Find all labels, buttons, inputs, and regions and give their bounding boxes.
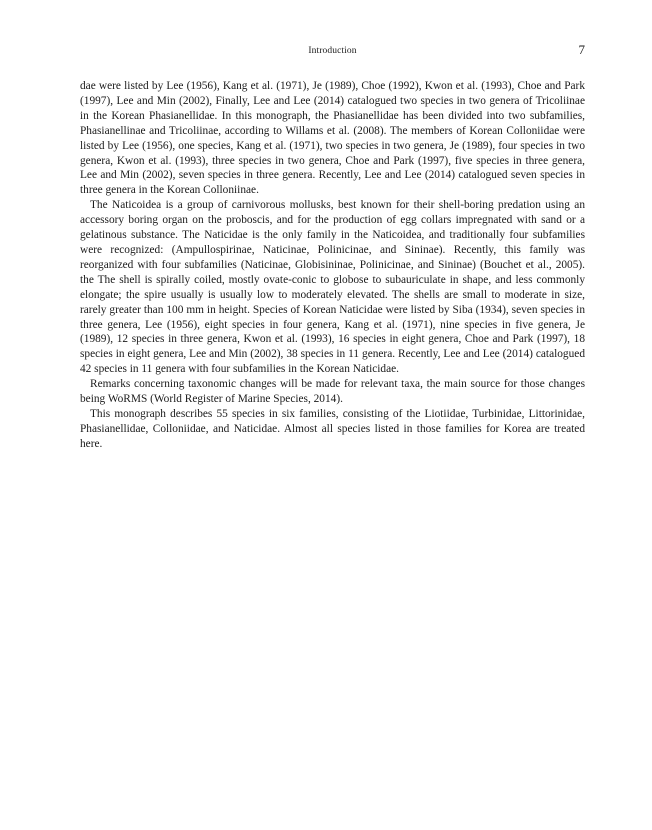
page-header	[80, 42, 585, 62]
paragraph-naticoidea: The Naticoidea is a group of carnivorous mollusks, best known for their shell-boring predation using an accessory boring organ on the proboscis, and for the production of egg collars impregnated with sand or a gelatinous substance. The Naticidae is the only family in the Naticoidea, and traditionally four subfamilies were recognized: (Ampullospirinae, Naticinae, Polinicinae, and Sininae). Recently, this family was reorganized with four subfamilies (Naticinae, Globisininae, Polinicinae, and Sininae) (Bouchet et al., 2005). the The shell is spirally coiled, mostly ovate-conic to globose to subauriculate in shape, and less commonly elongate; the spire usually is usually low to moderately elevated. The shells are small to moderate in size, rarely greater than 100 mm in height. Species of Korean Naticidae were listed by Siba (1934), seven species in three genera, Lee (1956), eight species in four genera, Kang et al. (1971), nine species in five genera, Je (1989), 12 species in three genera, Kwon et al. (1993), 16 species in eight genera, Choe and Park (1997), 18 species in eight genera, Lee and Min (2002), 38 species in 11 genera. Recently, Lee and Lee (2014) catalogued 42 species in 11 genera with four subfamilies in the Korean Naticidae.	[80, 199, 585, 376]
paragraph-remarks: Remarks concerning taxonomic changes will be made for relevant taxa, the main source for those changes being WoRMS (World Register of Marine Species, 2014).	[80, 378, 585, 406]
paragraph-monograph-scope: This monograph describes 55 species in six families, consisting of the Liotiidae, Turbinidae, Littorinidae, Phasianellidae, Colloniidae, and Naticidae. Almost all species listed in those families for Korea are treated here.	[80, 407, 585, 450]
running-title: Introduction	[308, 46, 357, 56]
paragraph-colloniidae: dae were listed by Lee (1956), Kang et al. (1971), Je (1989), Choe (1992), Kwon et al. (1993), Choe and Park (1997), Lee and Min (2002), Finally, Lee and Lee (2014) catalogued two species in two genera of Tricoliinae in the Korean Phasianellidae. In this monograph, the Phasianellidae has been divided into two subfamilies, Phasianellinae and Tricoliinae, according to Willams et al. (2008). The members of Korean Colloniidae were listed by Lee (1956), one species, Kang et al. (1971), two species in two genera, Je (1989), four species in two genera, Kwon et al. (1993), three species in two genera, Choe and Park (1997), five species in three genera, Lee and Min (2002), seven species in three genera. Recently, Lee and Lee (2014) catalogued seven species in three genera in the Korean Colloniinae.	[80, 80, 585, 197]
body-text	[80, 79, 585, 452]
page-number: 7	[578, 42, 585, 57]
